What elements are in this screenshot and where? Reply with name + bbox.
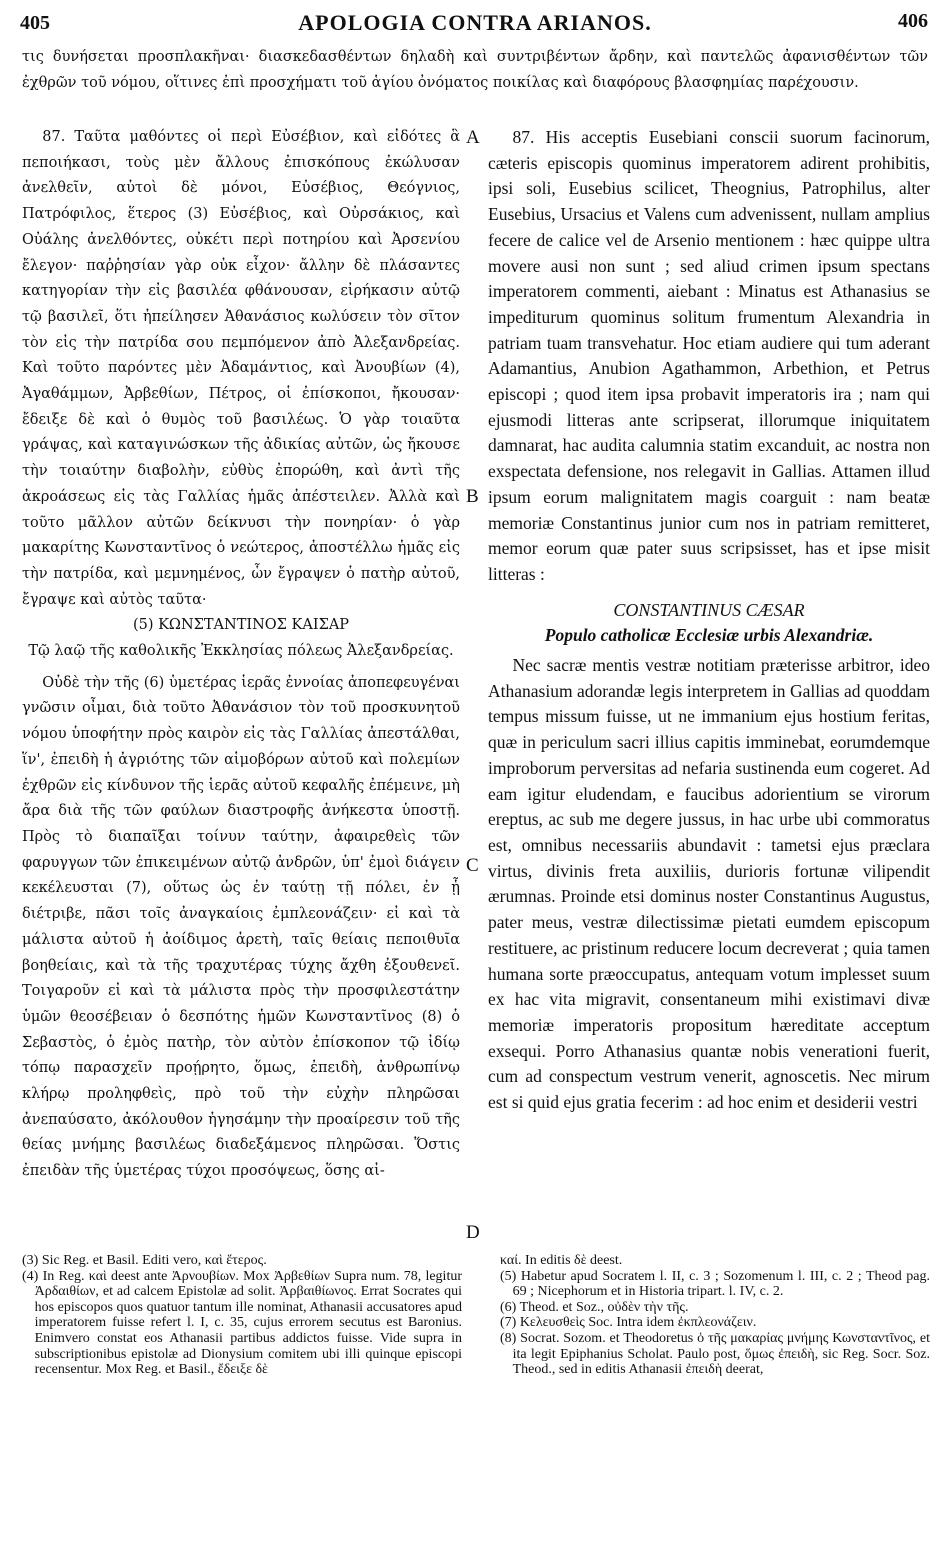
greek-column — [22, 125, 460, 1185]
footnotes-right — [500, 1253, 930, 1378]
footnote-continuation: καί. In editis δὲ deest. — [500, 1253, 623, 1268]
latin-letter-heading: CONSTANTINUS CÆSAR — [613, 599, 805, 620]
greek-letter-heading: (5) ΚΩΝΣΤΑΝΤΙΝΟΣ ΚΑΙΣΑΡ — [132, 617, 350, 634]
footnote: (7) Κελευσθεὶς Soc. Intra idem ἐκπλεονάζειν. — [500, 1315, 757, 1331]
latin-letter-address: Populo catholicæ Ecclesiæ urbis Alexandriæ. — [544, 625, 874, 646]
greek-letter-text: Οὐδὲ τὴν τῆς (6) ὑμετέρας ἱερᾶς ἐννοίας ἀποπεφευγέναι γνῶσιν οἶμαι, διὰ τοῦτο Ἀθανάσιον τὸν τοῦ προσκυνητοῦ νόμου ὑποφήτην πρὸς καιρὸν εἰς τὰς Γαλλίας ἀπεστάλθαι, ἵν', ἐπειδὴ ἡ ἀγριότης τῶν αἱμοβόρων αὐτοῦ καὶ πολεμίων ἐχθρῶν εἰς κίνδυνον τῆς ἱερᾶς αὐτοῦ κεφαλῆς ἐπέμεινε, μὴ ἄρα διὰ τῆς τῶν φαύλων διαστροφῆς ἀνήκεστα ὑποστῇ. Πρὸς τὸ διαπαῖξαι τοίνυν ταύτην, ἀφαιρεθεὶς τῶν φαρυγγων τῶν ἐπικειμένων αὐτῷ ἀνδρῶν, ὑπ' ἐμοὶ διάγειν κεκέλευσται (7), οὕτως ὡς ἐν ταύτῃ τῇ πόλει, ἐν ᾗ διέτριβε, πᾶσι τοῖς ἀναγκαίοις ἐμπλεονάζειν· εἰ καὶ τὰ μάλιστα αὐτοῦ ἡ ἀοίδιμος ἀρετὴ, ταῖς θείαις πεποιθυῖα βοηθείαις, καὶ τὰ τῆς τραχυτέρας τύχης ἄχθη ἐξουθενεῖ. Τοιγαροῦν εἰ καὶ τὰ μάλιστα πρὸς τὴν προσφιλεστάτην ὑμῶν θεοσέβειαν ὁ δεσπότης ἡμῶν Κωνσταντῖνος (8) ὁ Σεβαστὸς, ὁ ἐμὸς πατὴρ, τὸν αὐτὸν ἐπίσκοπον τῷ ἰδίῳ τόπῳ παρασχεῖν προῄρητο, ὅμως, ἐπειδὴ, ἀνθρωπίνῳ κλήρῳ προληφθεὶς, πρὸ τοῦ τὴν εὐχὴν πληρῶσαι ἀνεπαύσατο, ἀκόλουθον ἡγησάμην τὴν προαίρεσιν τοῦ τῆς θείας μνήμης βασιλέως διαδεξάμενος πληρῶσαι. Ὅστις ἐπειδὰν τῆς ὑμετέρας τύχοι προσόψεως, ὅσης αἰ- — [22, 674, 460, 1180]
footnote: (3) Sic Reg. et Basil. Editi vero, καὶ ἕτερος. — [22, 1253, 267, 1268]
greek-letter-address: Τῷ λαῷ τῆς καθολικῆς Ἐκκλησίας πόλεως Ἀλεξανδρείας. — [28, 643, 454, 660]
footnote: (5) Habetur apud Socratem l. II, c. 3 ; Sozomenum l. III, c. 2 ; Theod pag. 69 ; Nicephorum et in Historia tripart. l. IV, c. 2. — [500, 1268, 930, 1300]
greek-paragraph-87: 87. Ταῦτα μαθόντες οἱ περὶ Εὐσέβιον, καὶ εἰδότες ἃ πεποιήκασι, τοὺς μὲν ἄλλους ἐπισκόπους ἐκώλυσαν ἀνελθεῖν, αὐτοὶ δὲ μόνοι, Εὐσέβιος, Θεόγνιος, Πατρόφιλος, ἕτερος (3) Εὐσέβιος, καὶ Οὐρσάκιος, καὶ Οὐάλης ἀνελθόντες, οὐκέτι περὶ ποτηρίου καὶ Ἀρσενίου ἔλεγον· παῤῥησίαν γὰρ οὐκ εἶχον· ἄλλην δὲ πλάσαντες κατηγορίαν τὴν εἰς βασιλέα φθάνουσαν, εἰρήκασιν αὐτῷ τῷ βασιλεῖ, ὅτι ἠπείλησεν Ἀθανάσιος κωλύσειν τὸν σῖτον τὸν εἰς τὴν πατρίδα σου πεμπόμενον ἀπὸ Ἀλεξανδρείας. Καὶ τοῦτο παρόντες μὲν Ἀδαμάντιος, καὶ Ἀνουβίων (4), Ἀγαθάμμων, Ἀρβεθίων, Πέτρος, οἱ ἐπίσκοποι, ἤκουσαν· ἔδειξε δὲ καὶ ὁ θυμὸς τοῦ βασιλέως. Ὁ γὰρ τοιαῦτα γράψας, καὶ καταγινώσκων τῆς ἀδικίας αὐτῶν, ὡς ἤκουσε τὴν τοιαύτην διαβολὴν, εὐθὺς ἐπορώθη, καὶ ἀντὶ τῆς ἀκροάσεως εἰς τὰς Γαλλίας ἡμᾶς ἀπέστειλεν. Ἀλλὰ καὶ τοῦτο μᾶλλον αὐτῶν δείκνυσι τὴν πονηρίαν· ὁ γὰρ μακαρίτης Κωνσταντῖνος ὁ νεώτερος, ἀποστέλλω ἡμᾶς εἰς τὴν πατρίδα, καὶ μεμνημένος, ὧν ἔγραψεν ὁ πατὴρ αὐτοῦ, ἔγραψε καὶ αὐτὸς ταῦτα· — [22, 129, 460, 608]
intro-paragraph: τις δυνήσεται προσπλακῆναι· διασκεδασθέντων δηλαδὴ καὶ συντριβέντων ἄρδην, καὶ παντελῶς ἀφανισθέντων τῶν ἐχθρῶν τοῦ νόμου, οἵτινες ἐπὶ προσχήματι τοῦ ἁγίου ὀνόματος ποικίλας καὶ διαφόρους βλασφημίας παρέχουσιν. — [22, 49, 928, 91]
latin-paragraph-87: 87. His acceptis Eusebiani conscii suorum facinorum, cæteris episcopis quominus imperatorem adirent prohibitis, ipsi soli, Eusebius scilicet, Theognius, Patrophilus, alter Eusebius, Ursacius et Valens cum advenissent, nullam amplius fecere de calice vel de Arsenio mentionem : hæc quippe ultra movere ausi non sunt ; sed aliud crimen ipsum spectans imperatorem commenti, aiebant : Minatus est Athanasius se impediturum quominus solitum frumentum Alexandria in patriam tuam transvehatur. Hoc etiam audiere qui tum aderant Adamantius, Anubion Agathammon, Arbethion, et Petrus episcopi ; quod item ipsa probavit imperatoris ira ; nam qui ejusmodi litteras ante scripserat, illorumque iniquitatem damnarat, hac audita calumnia statim excanduit, ac nostra non exspectata defensione, nos relegavit in Gallias. Attamen illud ipsum eorum malignitatem magis coarguit : nam beatæ memoriæ Constantinus junior cum nos in patriam remitteret, memor eorum quæ pater suus scripsisset, has et ipse misit litteras : — [488, 127, 930, 584]
left-page-number: 405 — [20, 12, 50, 34]
page-header — [0, 0, 950, 40]
footnote: (8) Socrat. Sozom. et Theodoretus ὁ τῆς μακαρίας μνήμης Κωνσταντῖνος, et ita legit Epiphanius Scholat. Paulo post, ὅμως ἐπειδὴ, sic Reg. Socr. Soz. Theod., sed in editis Athanasii ἐπειδὴ deerat, — [500, 1330, 930, 1378]
right-page-number: 406 — [898, 10, 928, 32]
margin-letter-a: A — [466, 127, 480, 148]
margin-letter-d: D — [466, 1222, 480, 1243]
margin-letter-b: B — [466, 486, 479, 507]
footnote: (6) Theod. et Soz., οὐδὲν τὴν τῆς. — [500, 1299, 689, 1315]
latin-column — [488, 125, 930, 1116]
running-title: APOLOGIA CONTRA ARIANOS. — [298, 10, 652, 35]
footnotes-left — [22, 1253, 462, 1378]
latin-letter-text: Nec sacræ mentis vestræ notitiam præterisse arbitror, ideo Athanasium adorandæ legis interpretem in Gallias ad quoddam tempus missum fuisse, ut ne immanium ejus hostium feritas, quæ in periculum sacri illius capitis imminebat, eorumdemque improborum perversitas ad nefaria sustinenda eum cogeret. Ad eam igitur eludendam, e faucibus adorientium se virorum ereptus, ac sub me degere jussus, in hac urbe ubi commoratus est, omnibus necessariis abundavit : tametsi ejus præclara virtus, divinis freta auxiliis, durioris fortunæ vilipendit ærumnas. Proinde etsi dominus noster Constantinus Augustus, pater meus, vestræ dilectissimæ pietati eumdem episcopum restituere, ac pristinum reducere locum decreverat ; quia tamen humana sorte præoccupatus, antequam votum implesset suum ex hac vita migravit, consentaneum mihi existimavi divæ memoriæ imperatoris propositum hæreditate acceptum exsequi. Porro Athanasius quantæ nobis venerationi fuerit, cum ad conspectum vestrum venerit, agnoscetis. Nec mirum est si quid ejus gratia fecerim : ad hoc enim et desiderii vestri — [488, 655, 930, 1113]
footnote: (4) In Reg. καὶ deest ante Ἀρνουβίων. Mox Ἀρβεθίων Supra num. 78, legitur Ἀρδαιθίων, et ad calcem Epistolæ ad solit. Ἀρβαιθίωνος. Errat Socrates qui hos episcopos quos quatuor tantum ille nominat, Athanasii accusatores apud imperatorem fuisse refert l. I, c. 35, cujus errorem secutus est Baronius. Enimvero constat eos Athanasii partibus addictos fuisse. Vide supra in subscriptionibus epistolæ ad Dionysium comitem ubi illi quinque episcopi recensentur. Mox Reg. et Basil., ἔδειξε δὲ — [22, 1268, 462, 1378]
margin-letter-c: C — [466, 855, 479, 876]
